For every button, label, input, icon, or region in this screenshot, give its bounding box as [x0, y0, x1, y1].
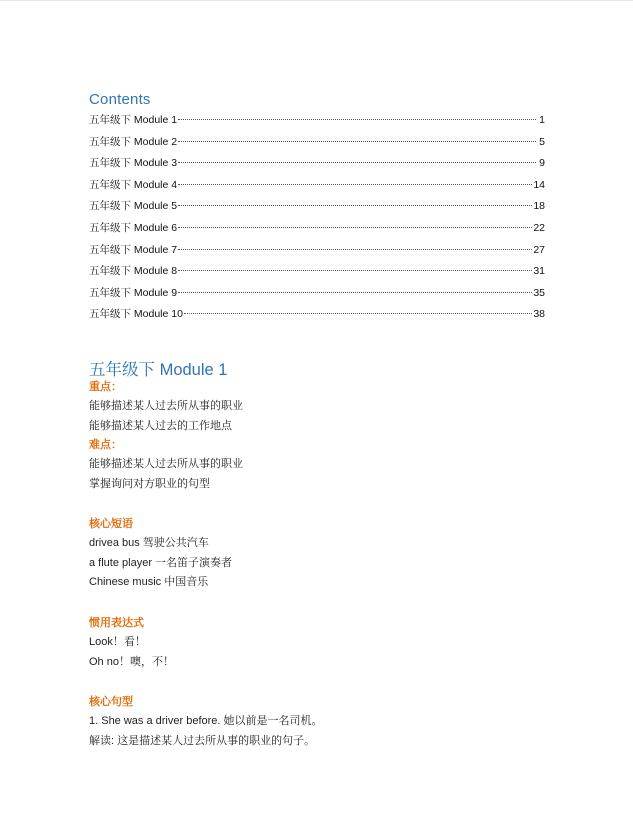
difficult-point-item: 掌握询问对方职业的句型: [89, 477, 210, 490]
toc-dot-leader: [178, 162, 536, 163]
key-point-item: 能够描述某人过去所从事的职业: [89, 400, 243, 412]
core-phrases-section: [89, 515, 569, 593]
core-sentences-section: [89, 693, 569, 751]
toc-entry-label: 五年级下 Module 3: [89, 157, 178, 170]
key-point-item: 能够描述某人过去的工作地点: [89, 419, 232, 432]
toc-entry-label: 五年级下 Module 7: [89, 243, 178, 256]
toc-entry-label: 五年级下 Module 4: [89, 178, 178, 191]
toc-entry-page: 27: [533, 243, 545, 256]
expression-item: Oh no！噢，不！: [89, 655, 174, 668]
expression-item: Look！看！: [89, 636, 146, 648]
toc-entry[interactable]: [89, 263, 545, 285]
toc-entry-label: 五年级下 Module 1: [89, 114, 178, 126]
toc-entry[interactable]: [89, 306, 545, 328]
toc-entry-page: 9: [539, 157, 545, 170]
toc-entry[interactable]: [89, 285, 545, 307]
toc-entry-page: 31: [533, 265, 545, 278]
toc-entry[interactable]: [89, 155, 545, 177]
toc-dot-leader: [178, 249, 532, 250]
toc-entry[interactable]: [89, 220, 545, 242]
toc-entry-page: 22: [533, 221, 545, 234]
difficult-points-label: 难点：: [89, 439, 122, 451]
core-phrase-item: a flute player 一名笛子演奏者: [89, 556, 233, 569]
toc-entry-label: 五年级下 Module 2: [89, 135, 178, 148]
toc-entry-page: 18: [533, 200, 545, 213]
toc-entry[interactable]: [89, 177, 545, 199]
toc-entry-label: 五年级下 Module 9: [89, 286, 178, 299]
toc-entry-page: 14: [533, 178, 545, 191]
toc-entry-page: 5: [539, 135, 545, 148]
toc-dot-leader: [178, 292, 532, 293]
toc-dot-leader: [178, 184, 532, 185]
module-heading: 五年级下 Module 1: [89, 361, 228, 379]
key-points-label: 重点：: [89, 381, 122, 393]
toc-entry[interactable]: [89, 242, 545, 264]
core-phrase-item: Chinese music 中国音乐: [89, 576, 209, 588]
toc-entry-label: 五年级下 Module 10: [89, 308, 183, 321]
toc-entry[interactable]: [89, 112, 545, 134]
toc-dot-leader: [184, 313, 532, 314]
toc-entry-page: 1: [539, 114, 545, 126]
core-sentence-item: 1. She was a driver before. 她以前是一名司机。: [89, 715, 323, 727]
difficult-point-item: 能够描述某人过去所从事的职业: [89, 458, 243, 470]
toc-entry-label: 五年级下 Module 8: [89, 265, 178, 278]
toc-entry-page: 35: [533, 286, 545, 299]
core-sentences-label: 核心句型: [89, 696, 133, 708]
toc-dot-leader: [178, 141, 536, 142]
table-of-contents: [89, 112, 545, 328]
page-top-border: [0, 0, 633, 1]
toc-entry-page: 38: [533, 308, 545, 321]
toc-dot-leader: [178, 227, 532, 228]
core-sentence-explanation: 解读: 这是描述某人过去所从事的职业的句子。: [89, 734, 316, 747]
toc-dot-leader: [178, 270, 532, 271]
toc-entry-label: 五年级下 Module 5: [89, 200, 178, 213]
toc-entry[interactable]: [89, 134, 545, 156]
expressions-label: 惯用表达式: [89, 617, 144, 629]
core-phrase-item: drivea bus 驾驶公共汽车: [89, 537, 209, 549]
toc-entry[interactable]: [89, 198, 545, 220]
contents-title: Contents: [89, 91, 151, 108]
key-points-section: [89, 378, 569, 436]
toc-dot-leader: [178, 205, 532, 206]
toc-entry-label: 五年级下 Module 6: [89, 221, 178, 234]
core-phrases-label: 核心短语: [89, 518, 133, 530]
difficult-points-section: [89, 436, 569, 494]
toc-dot-leader: [178, 119, 536, 120]
expressions-section: [89, 614, 569, 672]
